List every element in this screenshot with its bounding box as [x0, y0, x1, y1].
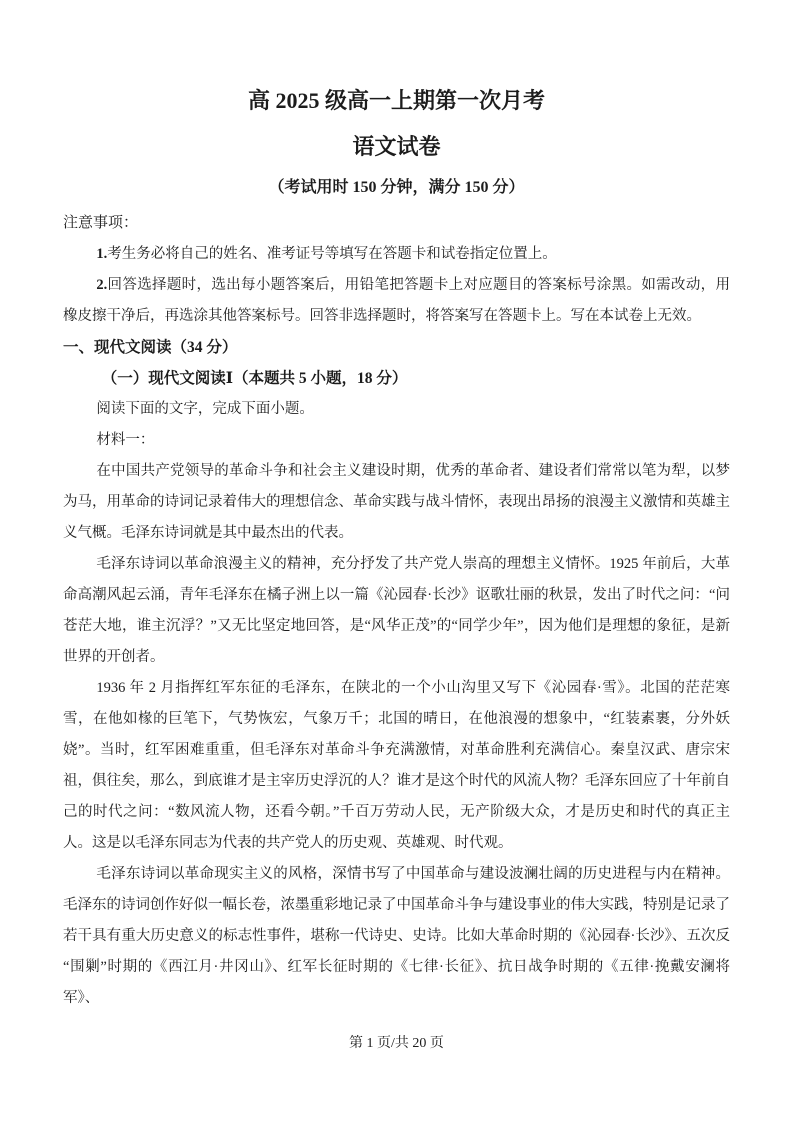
- page-title: 高 2025 级高一上期第一次月考: [247, 88, 545, 113]
- notice-heading: 注意事项：: [63, 215, 139, 231]
- notice-item-1: [63, 239, 730, 270]
- document-body: [63, 208, 730, 1014]
- subsection-heading-reading-1: （一）现代文阅读Ⅰ（本题共 5 小题，18 分）: [101, 370, 408, 387]
- reading-instruction: 阅读下面的文字，完成下面小题。: [96, 401, 314, 417]
- notice-item-2-text: 回答选择题时，选出每小题答案后，用铅笔把答题卡上对应题目的答案标号涂黑。如需改动，用橡皮擦干净后，再选涂其他答案标号。回答非选择题时，将答案写在答题卡上。写在本试卷上无效。: [63, 277, 730, 324]
- material-paragraph-1: 在中国共产党领导的革命斗争和社会主义建设时期，优秀的革命者、建设者们常常以笔为犁，以梦为马，用革命的诗词记录着伟大的理想信念、革命实践与战斗情怀，表现出昂扬的浪漫主义激情和英雄主义气概。毛泽东诗词就是其中最杰出的代表。: [63, 463, 730, 541]
- notice-item-2-number: 2.: [96, 277, 108, 293]
- material-paragraph-2: 毛泽东诗词以革命浪漫主义的精神，充分抒发了共产党人崇高的理想主义情怀。1925 年前后，大革命高潮风起云涌，青年毛泽东在橘子洲上以一篇《沁园春·长沙》讴歌壮丽的秋景，发出了时代之问：“问苍茫大地，谁主沉浮？”又无比坚定地回答，是“风华正茂”的“同学少年”，因为他们是理想的象征，是新世界的开创者。: [63, 556, 730, 665]
- material-label: 材料一：: [96, 432, 155, 448]
- page-number-footer: 第 1 页/共 20 页: [349, 1036, 444, 1051]
- material-paragraph-4: 毛泽东诗词以革命现实主义的风格，深情书写了中国革命与建设波澜壮阔的历史进程与内在精神。毛泽东的诗词创作好似一幅长卷，浓墨重彩地记录了中国革命斗争与建设事业的伟大实践，特别是记录了若干具有重大历史意义的标志性事件，堪称一代诗史、史诗。比如大革命时期的《沁园春·长沙》、五次反“围剿”时期的《西江月·井冈山》、红军长征时期的《七律·长征》、抗日战争时期的《五律·挽戴安澜将军》、: [63, 866, 730, 1006]
- section-heading-modern-reading: 一、现代文阅读（34 分）: [63, 339, 238, 356]
- material-paragraph-3: 1936 年 2 月指挥红军东征的毛泽东，在陕北的一个小山沟里又写下《沁园春·雪》。北国的茫茫寒雪，在他如椽的巨笔下，气势恢宏，气象万千；北国的晴日，在他浪漫的想象中，“红装素裹，分外妖娆”。当时，红军困难重重，但毛泽东对革命斗争充满激情，对革命胜利充满信心。秦皇汉武、唐宗宋祖，俱往矣，那么，到底谁才是主宰历史浮沉的人？谁才是这个时代的风流人物？毛泽东回应了十年前自己的时代之问：“数风流人物，还看今朝。”千百万劳动人民，无产阶级大众，才是历史和时代的真正主人。这是以毛泽东同志为代表的共产党人的历史观、英雄观、时代观。: [63, 680, 730, 851]
- notice-item-1-number: 1.: [96, 246, 108, 262]
- page-subtitle: 语文试卷: [352, 134, 441, 159]
- notice-item-2: [63, 270, 730, 332]
- exam-duration-info: （考试用时 150 分钟，满分 150 分）: [268, 179, 525, 196]
- notice-item-1-text: 考生务必将自己的姓名、准考证号等填写在答题卡和试卷指定位置上。: [107, 246, 557, 262]
